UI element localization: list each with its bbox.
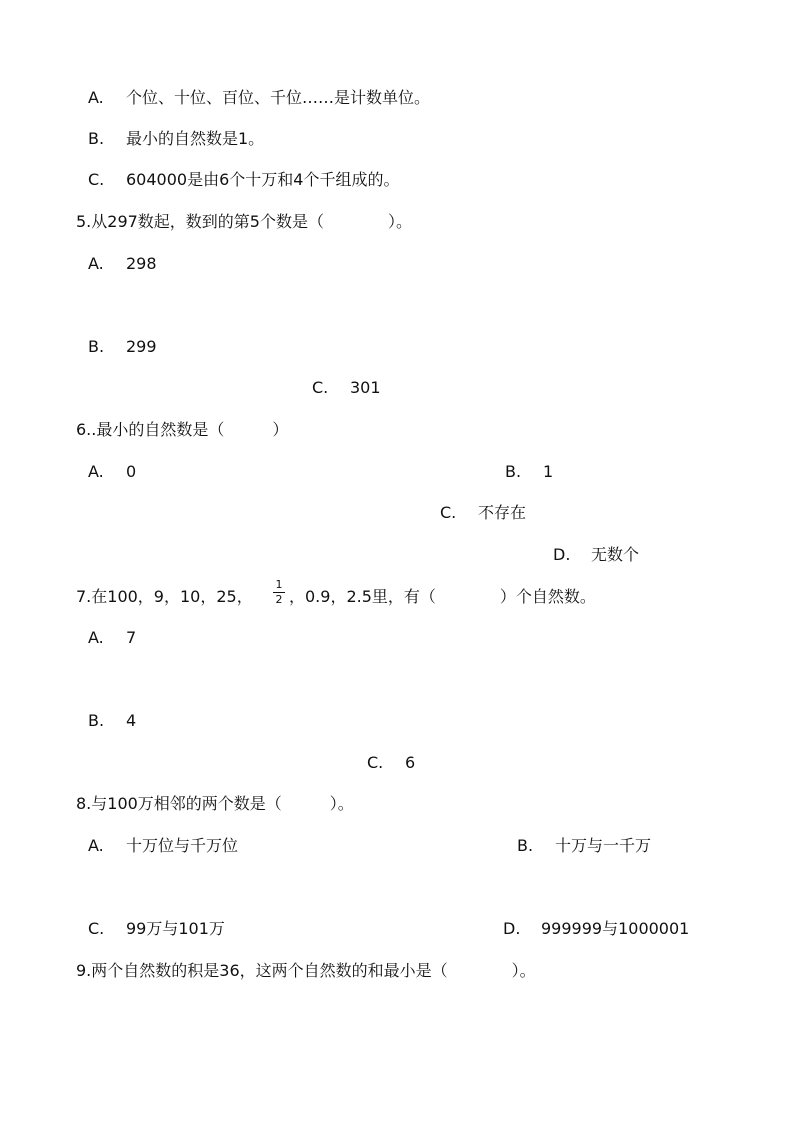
q7-option-c[interactable] <box>367 753 415 773</box>
option-label: C. <box>440 503 457 522</box>
option-text: 不存在 <box>478 503 527 522</box>
q8-option-b[interactable] <box>517 836 651 856</box>
option-label: A. <box>88 88 104 107</box>
option-text: 604000是由6个十万和4个千组成的。 <box>126 170 400 189</box>
option-label: C. <box>88 170 105 189</box>
q4-option-c[interactable] <box>88 170 399 190</box>
q9-stem: 9.两个自然数的积是36，这两个自然数的和最小是（ ）。 <box>76 961 536 980</box>
option-text: 298 <box>126 254 157 273</box>
q8-option-a[interactable] <box>88 836 238 856</box>
q7-stem-before: 7.在100，9，10，25， <box>76 587 253 606</box>
q5-option-b[interactable] <box>88 337 157 357</box>
option-text: 最小的自然数是1。 <box>126 129 265 148</box>
q7-option-b[interactable] <box>88 711 136 731</box>
option-label: B. <box>505 462 522 481</box>
option-text: 999999与1000001 <box>541 919 690 938</box>
option-text: 0 <box>126 462 137 481</box>
q7-fraction <box>273 579 285 606</box>
option-label: D. <box>553 545 571 564</box>
q7-stem-after: ，0.9，2.5里，有（ ）个自然数。 <box>289 587 596 606</box>
q6-option-c[interactable] <box>440 503 526 523</box>
option-label: B. <box>88 129 105 148</box>
option-text: 无数个 <box>591 545 640 564</box>
option-text: 十万与一千万 <box>555 836 652 855</box>
option-label: A. <box>88 462 104 481</box>
option-text: 299 <box>126 337 157 356</box>
option-label: D. <box>503 919 521 938</box>
q6-option-d[interactable] <box>553 545 639 565</box>
q4-option-a[interactable] <box>88 88 430 108</box>
q4-option-b[interactable] <box>88 129 264 149</box>
option-text: 6 <box>405 753 416 772</box>
q6-option-b[interactable] <box>505 462 553 482</box>
fraction-denominator: 2 <box>275 593 283 606</box>
option-label: B. <box>88 711 105 730</box>
q7-option-a[interactable] <box>88 628 136 648</box>
q8-option-c[interactable] <box>88 919 225 939</box>
option-label: B. <box>517 836 534 855</box>
option-label: A. <box>88 836 104 855</box>
option-label: A. <box>88 254 104 273</box>
q5-option-a[interactable] <box>88 254 157 274</box>
option-text: 7 <box>126 628 137 647</box>
option-label: B. <box>88 337 105 356</box>
q8-stem: 8.与100万相邻的两个数是（ ）。 <box>76 794 354 813</box>
fraction-numerator: 1 <box>275 578 283 591</box>
option-text: 4 <box>126 711 137 730</box>
q5-stem: 5.从297数起，数到的第5个数是（ ）。 <box>76 212 412 231</box>
option-text: 1 <box>543 462 554 481</box>
option-label: C. <box>367 753 384 772</box>
q5-option-c[interactable] <box>312 378 381 398</box>
q8-option-d[interactable] <box>503 919 689 939</box>
option-label: A. <box>88 628 104 647</box>
option-label: C. <box>312 378 329 397</box>
option-text: 99万与101万 <box>126 919 225 938</box>
option-text: 个位、十位、百位、千位……是计数单位。 <box>126 88 431 107</box>
q6-stem: 6..最小的自然数是（ ） <box>76 420 289 439</box>
option-text: 十万位与千万位 <box>126 836 239 855</box>
option-text: 301 <box>350 378 381 397</box>
option-label: C. <box>88 919 105 938</box>
q6-option-a[interactable] <box>88 462 136 482</box>
